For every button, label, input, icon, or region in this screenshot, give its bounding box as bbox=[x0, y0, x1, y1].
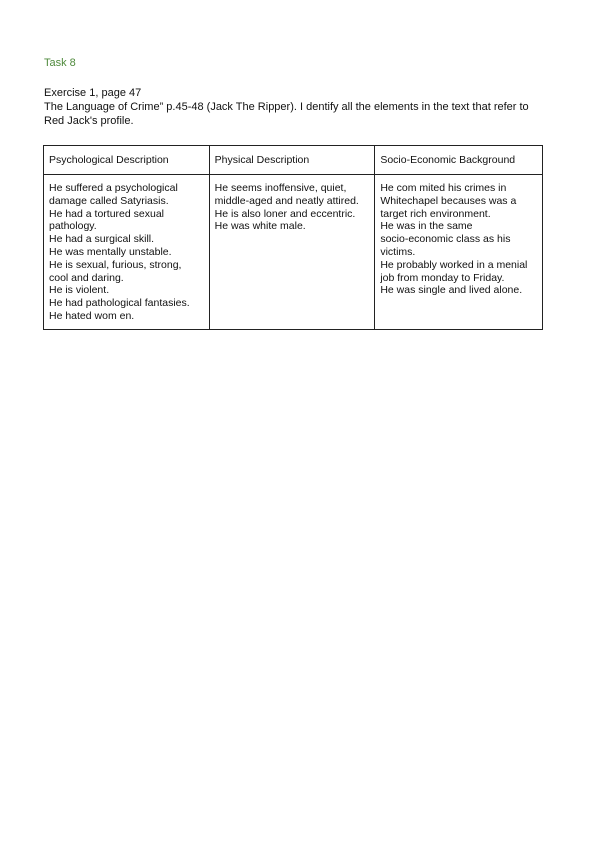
text-line: He is sexual, furious, strong, bbox=[49, 258, 182, 271]
text-line: He was in the same bbox=[380, 220, 473, 233]
header-physical: Physical Description bbox=[209, 146, 375, 175]
text-line: socio-economic class as his bbox=[380, 233, 511, 246]
text-line: He was white male. bbox=[214, 220, 306, 233]
cell-socio-economic bbox=[375, 175, 543, 330]
text-line: damage called Satyriasis. bbox=[49, 194, 169, 207]
text-line: He probably worked in a menial bbox=[380, 258, 528, 271]
text-line: Whitechapel becauses was a bbox=[380, 194, 517, 207]
text-line: He com mited his crimes in bbox=[380, 182, 507, 194]
text-line: He suffered a psychological bbox=[49, 182, 178, 194]
text-line: He hated wom en. bbox=[49, 309, 135, 322]
text-line: He had a tortured sexual bbox=[49, 207, 164, 220]
text-line: pathology. bbox=[49, 220, 97, 233]
cell-psychological bbox=[44, 175, 210, 330]
text-line: He had a surgical skill. bbox=[49, 233, 155, 246]
text-line: He had pathological fantasies. bbox=[49, 297, 190, 310]
text-line: He was mentally unstable. bbox=[49, 245, 172, 258]
text-line: He was single and lived alone. bbox=[380, 284, 523, 297]
table-header-row bbox=[44, 146, 543, 175]
header-psychological: Psychological Description bbox=[44, 146, 210, 175]
profile-table bbox=[43, 145, 543, 330]
task-title: Task 8 bbox=[44, 57, 76, 69]
cell-physical bbox=[209, 175, 375, 330]
header-socio-economic: Socio-Economic Background bbox=[375, 146, 543, 175]
text-line: target rich environment. bbox=[380, 207, 491, 220]
intro-block bbox=[44, 86, 544, 128]
text-line: job from monday to Friday. bbox=[380, 271, 505, 284]
text-line: cool and daring. bbox=[49, 271, 124, 284]
text-line: victims. bbox=[380, 245, 416, 258]
text-line: He is also loner and eccentric. bbox=[214, 207, 356, 220]
exercise-reference: Exercise 1, page 47 bbox=[44, 87, 142, 99]
text-line: middle-aged and neatly attired. bbox=[214, 194, 359, 207]
text-line: He seems inoffensive, quiet, bbox=[214, 182, 347, 194]
text-line: He is violent. bbox=[49, 284, 110, 297]
instruction-line-1: The Language of Crime” p.45-48 (Jack The Ripper). I dentify all the elements in the text that refer to bbox=[44, 101, 529, 113]
instruction-line-2: Red Jack's profile. bbox=[44, 115, 134, 127]
table-row bbox=[44, 175, 543, 330]
